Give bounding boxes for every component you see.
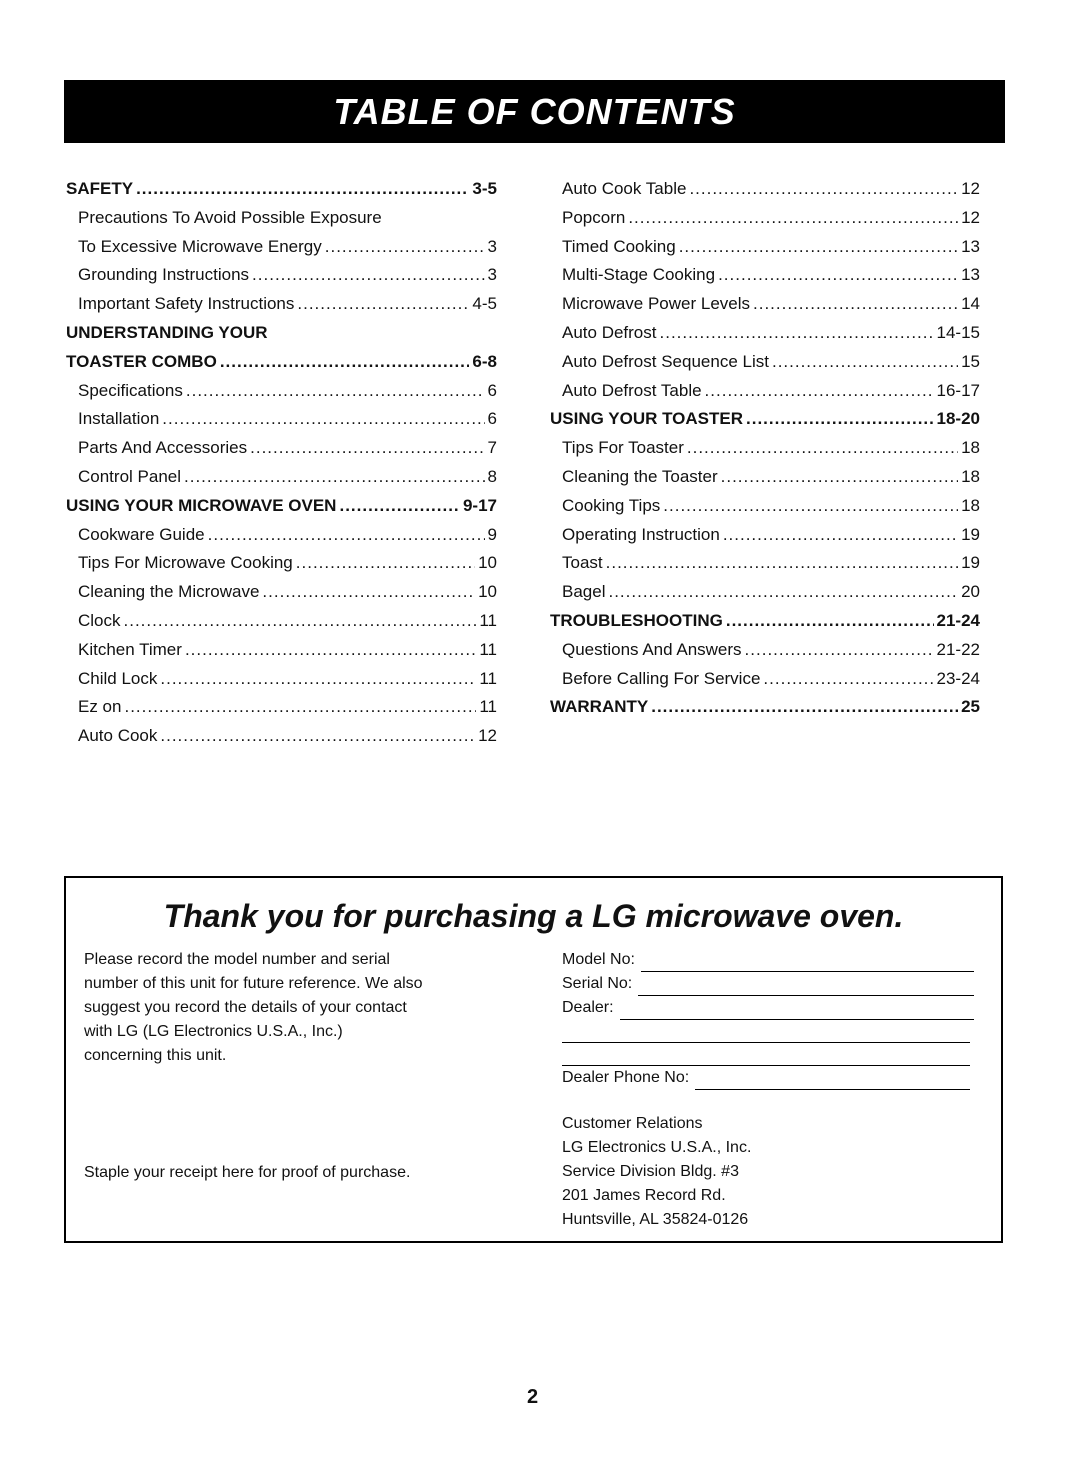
toc-section-entry — [66, 348, 497, 377]
dot-leader — [723, 521, 958, 550]
dot-leader — [297, 290, 469, 319]
toc-entry — [550, 578, 980, 607]
serial-number-line — [638, 977, 974, 996]
toc-entry — [550, 319, 980, 348]
toc-entry-page: 19 — [961, 524, 980, 544]
toc-entry — [550, 665, 980, 694]
title-bar — [64, 80, 1005, 143]
dot-leader — [339, 492, 460, 521]
toc-entry-page: 8 — [487, 466, 497, 486]
toc-entry — [66, 549, 497, 578]
toc-entry-label: Cleaning the Toaster — [562, 466, 718, 486]
toc-entry — [550, 463, 980, 492]
toc-section-entry — [550, 693, 980, 722]
toc-entry-label: Cookware Guide — [78, 524, 205, 544]
toc-entry-page: 18 — [961, 438, 980, 458]
toc-entry — [550, 434, 980, 463]
toc-entry-page: 18-20 — [936, 409, 980, 429]
toc-entry-label: USING YOUR TOASTER — [550, 409, 744, 429]
instruction-line: number of this unit for future reference. We also — [84, 975, 423, 992]
address-line: 201 James Record Rd. — [562, 1187, 726, 1204]
toc-section-entry — [66, 319, 497, 348]
toc-entry — [550, 521, 980, 550]
toc-entry-label: Ez on — [78, 697, 122, 717]
toc-entry-label: Child Lock — [78, 668, 158, 688]
toc-entry-label: Parts And Accessories — [78, 438, 248, 458]
dot-leader — [689, 175, 958, 204]
toc-entry-label: Tips For Toaster — [562, 438, 684, 458]
toc-entry — [66, 463, 497, 492]
dot-leader — [726, 607, 934, 636]
toc-entry-page: 3-5 — [472, 179, 497, 198]
toc-entry-page: 14-15 — [936, 322, 980, 342]
toc-entry-page: 10 — [478, 553, 497, 573]
customer-relations-address — [562, 1112, 974, 1232]
toc-entry — [550, 549, 980, 578]
toc-entry-label: Auto Defrost — [562, 322, 657, 342]
dot-leader — [220, 348, 470, 377]
toc-entry — [66, 722, 497, 751]
toc-entry-label: Toast — [562, 553, 603, 573]
toc-entry-label: Timed Cooking — [562, 236, 676, 256]
dot-leader — [325, 233, 485, 262]
toc-entry-page: 15 — [961, 351, 980, 371]
toc-entry-label: Important Safety Instructions — [78, 294, 295, 314]
toc-entry-label: Microwave Power Levels — [562, 294, 751, 314]
toc-entry-label: TOASTER COMBO — [66, 351, 217, 371]
dot-leader — [136, 175, 469, 204]
serial-number-label: Serial No: — [562, 975, 633, 992]
address-line: Service Division Bldg. #3 — [562, 1163, 739, 1180]
toc-entry-label: Clock — [78, 610, 121, 630]
instruction-line: concerning this unit. — [84, 1047, 227, 1064]
toc-right-column — [550, 175, 980, 722]
toc-entry-label: Questions And Answers — [562, 639, 742, 659]
toc-entry — [66, 665, 497, 694]
toc-entry-page: 6 — [487, 380, 497, 400]
toc-entry-page: 11 — [479, 668, 497, 688]
toc-entry — [550, 636, 980, 665]
dealer-field — [562, 996, 974, 1020]
toc-entry-page: 12 — [478, 726, 497, 746]
dot-leader — [160, 722, 475, 751]
dot-leader — [608, 578, 958, 607]
toc-entry-page: 9-17 — [462, 495, 497, 515]
instruction-line: with LG (LG Electronics U.S.A., Inc.) — [84, 1023, 343, 1040]
dealer-blank-line — [562, 1020, 970, 1043]
toc-entry-page: 21-24 — [936, 610, 980, 630]
address-line: Customer Relations — [562, 1115, 703, 1132]
staple-receipt-note: Staple your receipt here for proof of purchase. — [84, 1164, 411, 1181]
dot-leader — [763, 665, 933, 694]
toc-entry-label: Auto Defrost Sequence List — [562, 351, 769, 371]
dot-leader — [252, 261, 484, 290]
toc-entry-label: Control Panel — [78, 466, 182, 486]
toc-entry-page: 4-5 — [472, 294, 497, 314]
toc-entry-page: 23-24 — [936, 668, 980, 688]
toc-entry-label: Auto Defrost Table — [562, 380, 702, 400]
thank-you-title: Thank you for purchasing a LG microwave oven. — [163, 898, 904, 934]
toc-entry-page: 10 — [478, 582, 497, 602]
dot-leader — [124, 607, 477, 636]
toc-entry-page: 3 — [487, 236, 497, 256]
toc-entry — [550, 492, 980, 521]
dot-leader — [718, 261, 958, 290]
toc-entry — [66, 290, 497, 319]
toc-entry — [66, 607, 497, 636]
dot-leader — [721, 463, 958, 492]
toc-section-entry — [550, 405, 980, 434]
toc-entry-label: Kitchen Timer — [78, 639, 182, 659]
dot-leader — [606, 549, 958, 578]
toc-entry-label: Tips For Microwave Cooking — [78, 553, 293, 573]
model-number-label: Model No: — [562, 951, 635, 968]
toc-entry — [550, 261, 980, 290]
toc-entry-page: 20 — [961, 582, 980, 602]
toc-entry — [66, 377, 497, 406]
instruction-line: suggest you record the details of your contact — [84, 999, 407, 1016]
toc-entry — [550, 348, 980, 377]
dealer-phone-line — [695, 1071, 970, 1090]
dot-leader — [296, 549, 475, 578]
toc-entry — [550, 175, 980, 204]
toc-entry-page: 19 — [961, 553, 980, 573]
toc-entry — [66, 405, 497, 434]
record-form — [562, 948, 974, 1232]
toc-entry-label: Before Calling For Service — [562, 668, 761, 688]
toc-section-entry — [66, 492, 497, 521]
toc-entry-page: 9 — [487, 524, 497, 544]
dot-leader — [746, 405, 934, 434]
toc-entry — [550, 204, 980, 233]
dealer-line — [620, 1001, 974, 1020]
toc-entry-label: Auto Cook Table — [562, 179, 687, 198]
toc-section-entry — [66, 175, 497, 204]
toc-entry-label: Grounding Instructions — [78, 265, 250, 285]
dot-leader — [162, 405, 484, 434]
toc-entry-page: 11 — [479, 697, 497, 717]
toc-entry-label: SAFETY — [66, 179, 134, 198]
dot-leader — [663, 492, 958, 521]
toc-entry-page: 18 — [961, 466, 980, 486]
toc-entry — [66, 233, 497, 262]
page-number: 2 — [526, 1386, 539, 1408]
model-number-field — [562, 948, 974, 972]
toc-entry — [66, 693, 497, 722]
toc-entry — [550, 377, 980, 406]
dot-leader — [687, 434, 958, 463]
toc-entry — [66, 578, 497, 607]
toc-entry-label: Auto Cook — [78, 726, 158, 746]
toc-entry-page: 6-8 — [472, 351, 497, 371]
address-line: LG Electronics U.S.A., Inc. — [562, 1139, 752, 1156]
toc-entry-label: UNDERSTANDING YOUR — [66, 322, 268, 342]
dot-leader — [651, 693, 958, 722]
dot-leader — [705, 377, 934, 406]
dot-leader — [124, 693, 476, 722]
serial-number-field — [562, 972, 974, 996]
toc-entry-page: 12 — [961, 179, 980, 198]
toc-entry-label: Specifications — [78, 380, 183, 400]
toc-entry-page: 18 — [961, 495, 980, 515]
toc-entry — [66, 204, 497, 233]
dot-leader — [679, 233, 958, 262]
toc-entry-label: Cleaning the Microwave — [78, 582, 260, 602]
toc-entry-label: WARRANTY — [550, 697, 649, 717]
dot-leader — [160, 665, 476, 694]
record-instructions — [84, 948, 484, 1068]
toc-entry-label: Cooking Tips — [562, 495, 661, 515]
toc-entry-page: 14 — [961, 294, 980, 314]
dot-leader — [628, 204, 958, 233]
dot-leader — [745, 636, 934, 665]
dot-leader — [660, 319, 934, 348]
toc-entry — [66, 261, 497, 290]
toc-entry-page: 11 — [479, 610, 497, 630]
instruction-line: Please record the model number and serial — [84, 951, 390, 968]
toc-entry — [550, 233, 980, 262]
toc-entry-label: To Excessive Microwave Energy — [78, 236, 322, 256]
thank-you-box — [64, 876, 1003, 1243]
toc-entry-label: TROUBLESHOOTING — [550, 610, 723, 630]
toc-entry — [66, 636, 497, 665]
toc-left-column — [66, 175, 497, 751]
toc-entry-page: 21-22 — [936, 639, 980, 659]
dealer-blank-line — [562, 1043, 970, 1066]
toc-entry-page: 13 — [961, 236, 980, 256]
address-line: Huntsville, AL 35824-0126 — [562, 1211, 749, 1228]
dot-leader — [250, 434, 484, 463]
dot-leader — [208, 521, 485, 550]
dealer-label: Dealer: — [562, 999, 614, 1016]
dot-leader — [262, 578, 475, 607]
toc-entry-label: Bagel — [562, 582, 606, 602]
toc-entry-label: Precautions To Avoid Possible Exposure — [78, 207, 382, 227]
dot-leader — [753, 290, 958, 319]
toc-entry — [66, 434, 497, 463]
dot-leader — [186, 377, 485, 406]
toc-section-entry — [550, 607, 980, 636]
toc-entry-label: Multi-Stage Cooking — [562, 265, 716, 285]
toc-entry — [550, 290, 980, 319]
toc-entry-page: 25 — [961, 697, 980, 717]
toc-entry-label: Operating Instruction — [562, 524, 720, 544]
dealer-phone-field — [562, 1066, 974, 1090]
toc-entry-page: 13 — [961, 265, 980, 285]
toc-entry-page: 7 — [487, 438, 497, 458]
toc-entry-page: 3 — [487, 265, 497, 285]
dot-leader — [185, 636, 476, 665]
dot-leader — [184, 463, 485, 492]
toc-entry-label: Popcorn — [562, 207, 626, 227]
dot-leader — [772, 348, 958, 377]
dealer-phone-label: Dealer Phone No: — [562, 1069, 690, 1086]
toc-entry-page: 12 — [961, 207, 980, 227]
toc-entry-label: USING YOUR MICROWAVE OVEN — [66, 495, 337, 515]
toc-entry — [66, 521, 497, 550]
page-title: TABLE OF CONTENTS — [333, 90, 736, 132]
toc-entry-page: 11 — [479, 639, 497, 659]
toc-entry-label: Installation — [78, 409, 160, 429]
toc-entry-page: 6 — [487, 409, 497, 429]
model-number-line — [641, 953, 974, 972]
toc-entry-page: 16-17 — [936, 380, 980, 400]
